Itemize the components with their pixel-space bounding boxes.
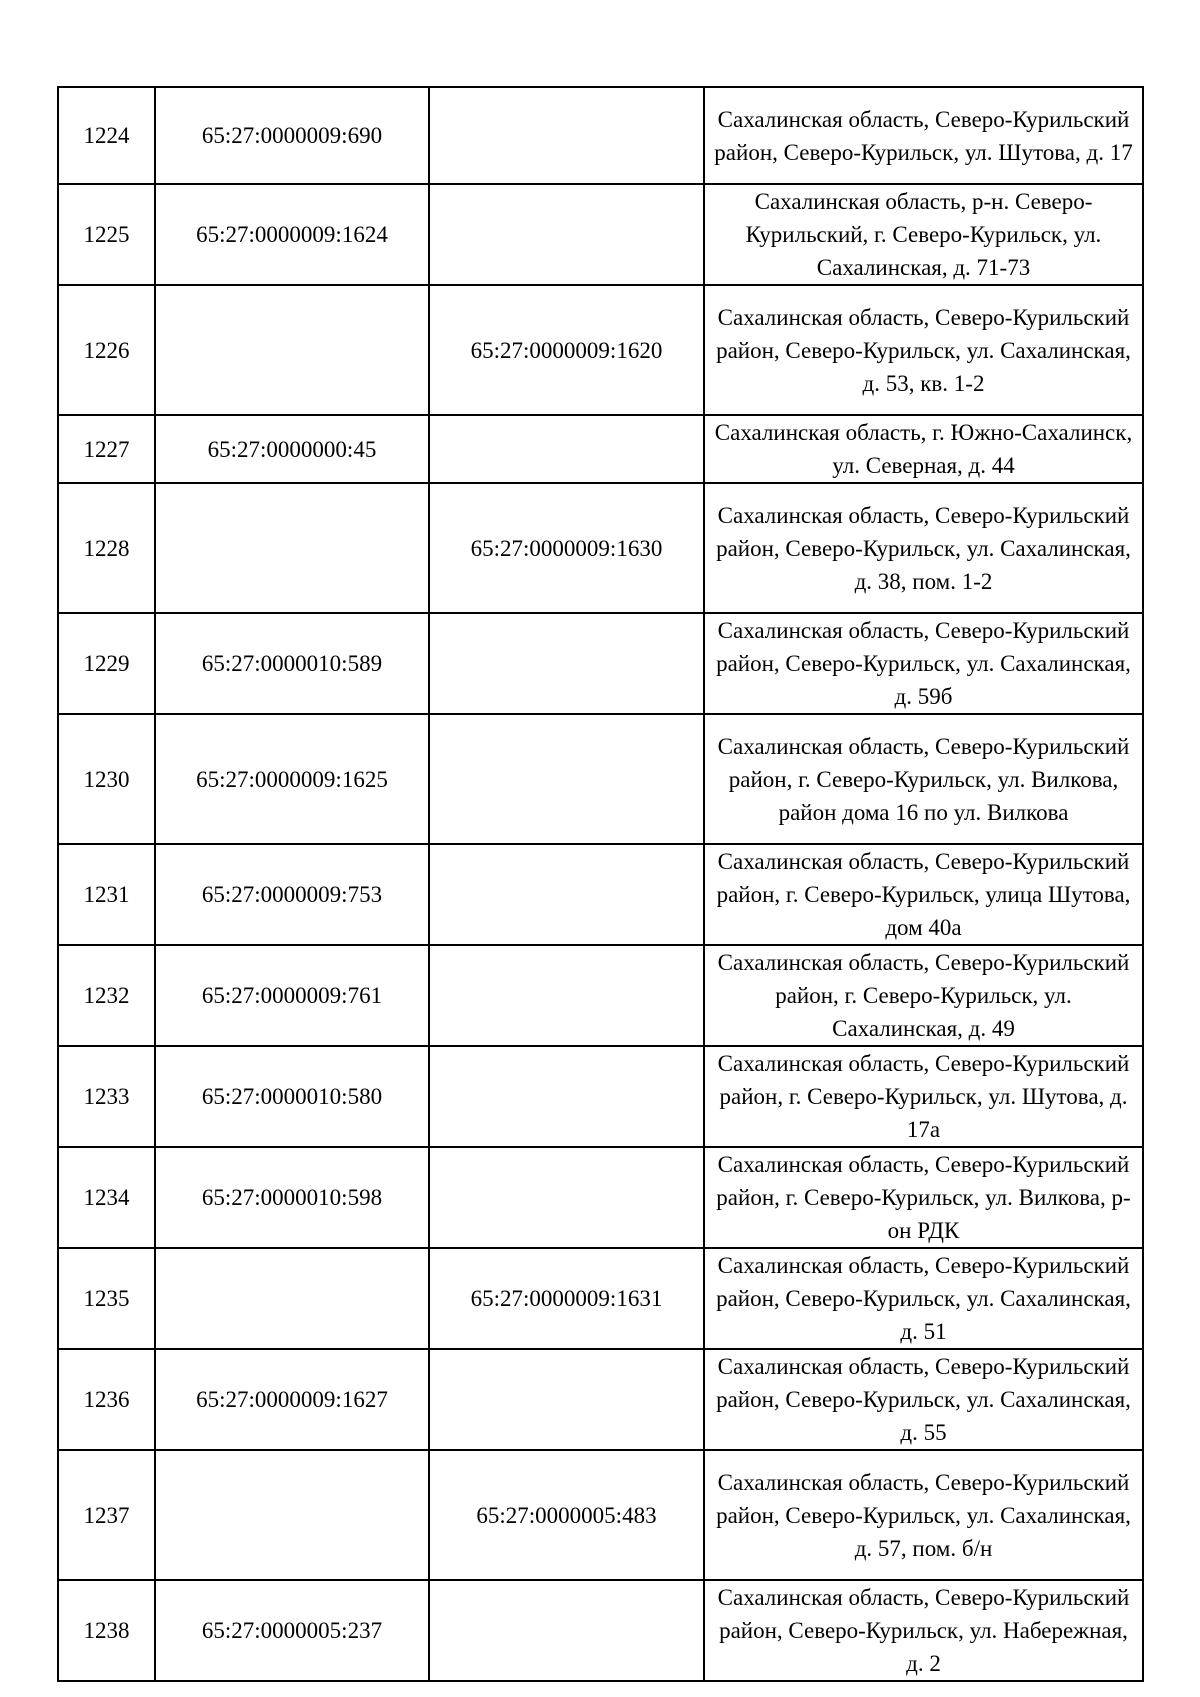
building-cadastral-number-cell — [429, 184, 704, 285]
table-row — [58, 1349, 1143, 1450]
land-cadastral-number-cell: 65:27:0000010:589 — [155, 613, 429, 714]
address-cell: Сахалинская область, Северо-Курильский район, г. Северо-Курильск, ул. Сахалинская, д. 49 — [704, 945, 1143, 1046]
table-row — [58, 285, 1143, 415]
table-row — [58, 415, 1143, 483]
building-cadastral-number-cell — [429, 87, 704, 184]
property-registry-table — [57, 86, 1144, 1682]
land-cadastral-number-cell: 65:27:0000005:237 — [155, 1580, 429, 1681]
building-cadastral-number-cell — [429, 1580, 704, 1681]
land-cadastral-number-cell: 65:27:0000010:580 — [155, 1046, 429, 1147]
table-row — [58, 1046, 1143, 1147]
building-cadastral-number-cell — [429, 844, 704, 945]
row-number-cell: 1226 — [58, 285, 155, 415]
row-number-cell: 1228 — [58, 483, 155, 613]
row-number-cell: 1237 — [58, 1450, 155, 1580]
building-cadastral-number-cell — [429, 415, 704, 483]
row-number-cell: 1227 — [58, 415, 155, 483]
address-cell: Сахалинская область, Северо-Курильский район, Северо-Курильск, ул. Сахалинская, д. 53, кв. 1-2 — [704, 285, 1143, 415]
land-cadastral-number-cell: 65:27:0000009:1624 — [155, 184, 429, 285]
address-cell: Сахалинская область, Северо-Курильский район, г. Северо-Курильск, ул. Шутова, д. 17а — [704, 1046, 1143, 1147]
table-row — [58, 613, 1143, 714]
address-cell: Сахалинская область, Северо-Курильский район, Северо-Курильск, ул. Набережная, д. 2 — [704, 1580, 1143, 1681]
building-cadastral-number-cell — [429, 1147, 704, 1248]
address-cell: Сахалинская область, Северо-Курильский район, г. Северо-Курильск, ул. Вилкова, р-он РДК — [704, 1147, 1143, 1248]
row-number-cell: 1233 — [58, 1046, 155, 1147]
address-cell: Сахалинская область, Северо-Курильский район, Северо-Курильск, ул. Сахалинская, д. 57, пом. б/н — [704, 1450, 1143, 1580]
building-cadastral-number-cell — [429, 613, 704, 714]
row-number-cell: 1235 — [58, 1248, 155, 1349]
table-row — [58, 1248, 1143, 1349]
table-row — [58, 844, 1143, 945]
address-cell: Сахалинская область, Северо-Курильский район, Северо-Курильск, ул. Шутова, д. 17 — [704, 87, 1143, 184]
land-cadastral-number-cell: 65:27:0000009:761 — [155, 945, 429, 1046]
land-cadastral-number-cell: 65:27:0000000:45 — [155, 415, 429, 483]
row-number-cell: 1236 — [58, 1349, 155, 1450]
land-cadastral-number-cell: 65:27:0000009:753 — [155, 844, 429, 945]
building-cadastral-number-cell: 65:27:0000009:1630 — [429, 483, 704, 613]
table-row — [58, 1450, 1143, 1580]
address-cell: Сахалинская область, Северо-Курильский район, Северо-Курильск, ул. Сахалинская, д. 38, пом. 1-2 — [704, 483, 1143, 613]
building-cadastral-number-cell: 65:27:0000005:483 — [429, 1450, 704, 1580]
table-row — [58, 714, 1143, 844]
address-cell: Сахалинская область, Северо-Курильский район, Северо-Курильск, ул. Сахалинская, д. 55 — [704, 1349, 1143, 1450]
building-cadastral-number-cell: 65:27:0000009:1631 — [429, 1248, 704, 1349]
address-cell: Сахалинская область, р-н. Северо-Курильский, г. Северо-Курильск, ул. Сахалинская, д. 71-73 — [704, 184, 1143, 285]
row-number-cell: 1230 — [58, 714, 155, 844]
land-cadastral-number-cell — [155, 1450, 429, 1580]
land-cadastral-number-cell: 65:27:0000009:1627 — [155, 1349, 429, 1450]
land-cadastral-number-cell — [155, 1248, 429, 1349]
row-number-cell: 1229 — [58, 613, 155, 714]
building-cadastral-number-cell — [429, 714, 704, 844]
row-number-cell: 1238 — [58, 1580, 155, 1681]
row-number-cell: 1234 — [58, 1147, 155, 1248]
table-row — [58, 1580, 1143, 1681]
table-row — [58, 184, 1143, 285]
land-cadastral-number-cell: 65:27:0000009:1625 — [155, 714, 429, 844]
table-row — [58, 483, 1143, 613]
building-cadastral-number-cell: 65:27:0000009:1620 — [429, 285, 704, 415]
address-cell: Сахалинская область, Северо-Курильский район, г. Северо-Курильск, ул. Вилкова, район дома 16 по ул. Вилкова — [704, 714, 1143, 844]
building-cadastral-number-cell — [429, 1046, 704, 1147]
building-cadastral-number-cell — [429, 945, 704, 1046]
address-cell: Сахалинская область, Северо-Курильский район, г. Северо-Курильск, улица Шутова, дом 40а — [704, 844, 1143, 945]
land-cadastral-number-cell — [155, 285, 429, 415]
land-cadastral-number-cell: 65:27:0000009:690 — [155, 87, 429, 184]
address-cell: Сахалинская область, Северо-Курильский район, Северо-Курильск, ул. Сахалинская, д. 59б — [704, 613, 1143, 714]
land-cadastral-number-cell: 65:27:0000010:598 — [155, 1147, 429, 1248]
row-number-cell: 1225 — [58, 184, 155, 285]
address-cell: Сахалинская область, г. Южно-Сахалинск, ул. Северная, д. 44 — [704, 415, 1143, 483]
table-row — [58, 1147, 1143, 1248]
row-number-cell: 1231 — [58, 844, 155, 945]
building-cadastral-number-cell — [429, 1349, 704, 1450]
address-cell: Сахалинская область, Северо-Курильский район, Северо-Курильск, ул. Сахалинская, д. 51 — [704, 1248, 1143, 1349]
row-number-cell: 1224 — [58, 87, 155, 184]
row-number-cell: 1232 — [58, 945, 155, 1046]
table-row — [58, 87, 1143, 184]
table-row — [58, 945, 1143, 1046]
land-cadastral-number-cell — [155, 483, 429, 613]
